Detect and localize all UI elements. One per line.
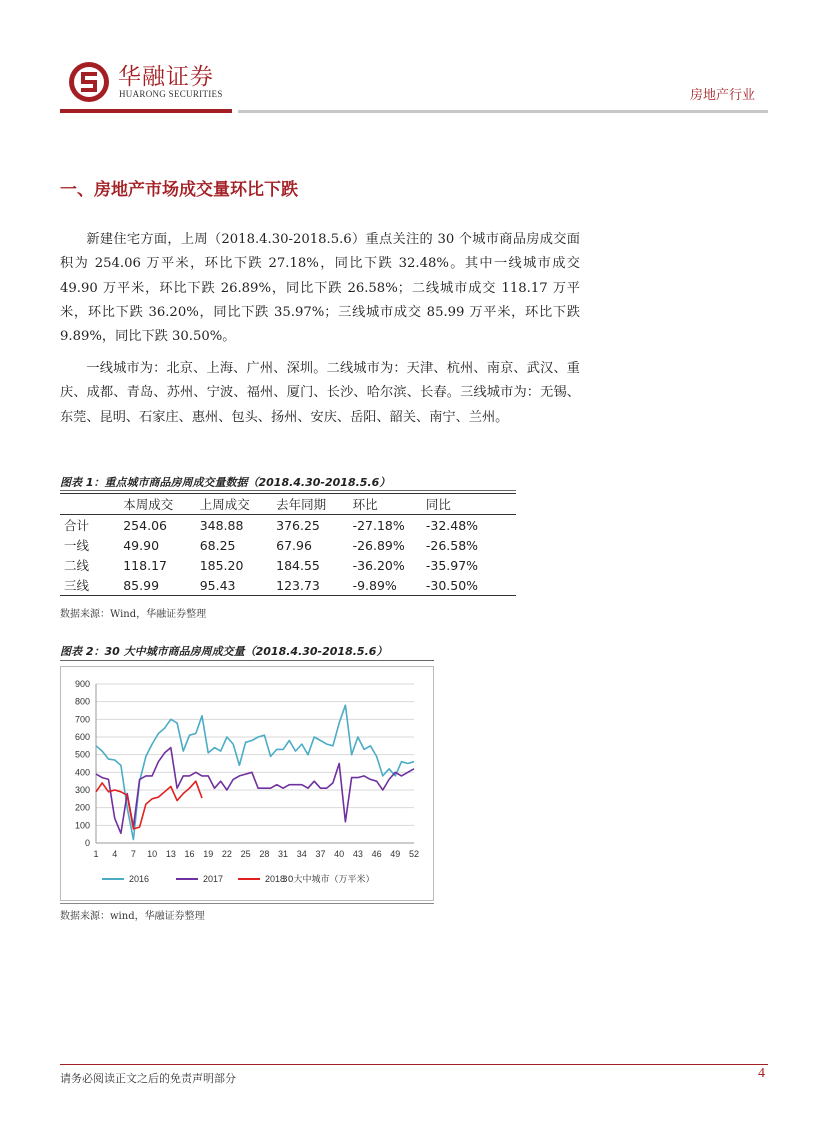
- table-cell: 95.43: [199, 577, 236, 593]
- paragraph-new-housing: [60, 228, 580, 349]
- x-tick-label: 25: [240, 849, 251, 859]
- figure2-bottom-rule: [60, 903, 434, 904]
- y-tick-label: 400: [74, 767, 90, 778]
- table-row: [60, 515, 516, 536]
- figure2-title: 图表 2：30 大中城市商品房周成交量（2018.4.30-2018.5.6）: [60, 645, 388, 658]
- table-cell: -9.89%: [352, 577, 397, 593]
- x-tick-label: 52: [408, 849, 420, 859]
- x-tick-label: 40: [334, 849, 345, 859]
- x-tick-label: 43: [352, 849, 363, 859]
- x-tick-label: 49: [390, 849, 401, 859]
- paragraph-text: 一线城市为：北京、上海、广州、深圳。二线城市为：天津、杭州、南京、武汉、重庆、成都、青岛、苏州、宁波、福州、厦门、长沙、哈尔滨、长春。三线城市为：无锡、东莞、昆明、石家庄、惠州、包头、扬州、安庆、岳阳、韶关、南宁、兰州。: [60, 361, 580, 425]
- table-header-cell: 上周成交: [199, 497, 250, 512]
- table1-title-rule: [60, 490, 516, 491]
- table-header-row: [60, 494, 516, 515]
- huarong-logo-icon: [68, 61, 110, 103]
- weekly-volume-line-chart: [60, 666, 434, 902]
- table-cell: 348.88: [199, 517, 244, 533]
- table-row: [60, 555, 516, 575]
- legend-note: 30大中城市（万平米）: [282, 875, 375, 885]
- table-cell: 二线: [64, 558, 90, 573]
- table-cell: -30.50%: [425, 577, 479, 593]
- table-row: [60, 535, 516, 555]
- x-tick-label: 22: [221, 849, 232, 859]
- paragraph-text: 新建住宅方面，上周（2018.4.30-2018.5.6）重点关注的 30 个城市商品房成交面积为 254.06 万平米，环比下跌 27.18%，同比下跌 32.48%。其中一线城市成交 49.90 万平米，环比下跌 26.89%，同比下跌 26.58%；二线城市成交 118.17 万平米，环比下跌 36.20%，同比下跌 35.97%；三线城市成交 85.99 万平米，环比下跌 9.89%，同比下跌 30.50%。: [60, 232, 580, 345]
- weekly-transaction-table: [60, 493, 516, 596]
- paragraph-city-tiers: [60, 357, 580, 430]
- table-cell: -32.48%: [425, 517, 479, 533]
- table-header-cell: 环比: [352, 497, 378, 512]
- x-tick-label: 4: [112, 849, 118, 859]
- y-tick-label: 0: [84, 838, 90, 848]
- table-row: [60, 575, 516, 596]
- x-tick-label: 10: [147, 849, 158, 859]
- table-header-cell: 去年同期: [276, 497, 327, 512]
- table-cell: 184.55: [276, 557, 320, 573]
- report-category: 房地产行业: [690, 88, 756, 103]
- table-cell: 67.96: [276, 537, 312, 553]
- x-tick-label: 16: [184, 849, 195, 859]
- table-cell: -27.18%: [352, 517, 405, 533]
- table-header-cell: 本周成交: [123, 497, 174, 512]
- table-cell: 254.06: [123, 517, 167, 533]
- table-cell: 合计: [64, 518, 90, 533]
- table-cell: -26.89%: [352, 537, 405, 553]
- table-cell: 85.99: [123, 577, 160, 593]
- table1-source: 数据来源：Wind，华融证券整理: [60, 609, 207, 620]
- x-tick-label: 19: [203, 849, 214, 859]
- footer-disclaimer: 请务必阅读正文之后的免责声明部分: [60, 1072, 236, 1085]
- table-header-cell: 同比: [425, 497, 451, 512]
- table-body: [60, 515, 516, 596]
- footer-rule: [60, 1064, 768, 1065]
- y-tick-label: 500: [74, 749, 90, 760]
- table-cell: 49.90: [123, 537, 160, 553]
- x-tick-label: 46: [371, 849, 382, 859]
- y-tick-label: 200: [74, 802, 90, 813]
- x-tick-label: 7: [130, 849, 136, 859]
- table-cell: -35.97%: [425, 557, 479, 573]
- table-header-cell: [60, 494, 119, 515]
- table-cell: 68.25: [199, 537, 236, 553]
- table1-title: 图表 1：重点城市商品房周成交量数据（2018.4.30-2018.5.6）: [60, 476, 391, 489]
- y-tick-label: 800: [74, 696, 90, 707]
- y-tick-label: 900: [74, 679, 90, 689]
- legend-label: 2017: [203, 874, 224, 884]
- x-tick-label: 1: [93, 849, 99, 859]
- table-cell: -36.20%: [352, 557, 405, 573]
- table-cell: 123.73: [276, 577, 320, 593]
- y-tick-label: 300: [74, 785, 90, 795]
- table-cell: 376.25: [276, 517, 320, 533]
- x-tick-label: 28: [259, 849, 270, 859]
- figure2-title-rule: [60, 660, 434, 661]
- figure2-source: 数据来源：wind，华融证券整理: [60, 911, 205, 922]
- table-cell: 三线: [64, 578, 90, 593]
- table-cell: 118.17: [123, 557, 167, 573]
- table-cell: 一线: [64, 538, 90, 553]
- table-cell: 185.20: [199, 557, 244, 573]
- legend-label: 2016: [129, 874, 150, 884]
- page-number: 4: [758, 1066, 765, 1081]
- x-tick-label: 31: [278, 849, 289, 859]
- y-tick-label: 100: [74, 820, 90, 831]
- x-tick-label: 13: [165, 849, 176, 859]
- table-cell: -26.58%: [425, 537, 479, 553]
- y-tick-label: 700: [74, 714, 90, 725]
- brand-name-cn: 华融证券: [118, 64, 214, 90]
- header-rule-red: [60, 109, 232, 113]
- section-title: 一、房地产市场成交量环比下跌: [60, 180, 298, 200]
- y-tick-label: 600: [74, 732, 90, 742]
- header-rule-gray: [238, 110, 768, 113]
- x-tick-label: 34: [296, 849, 307, 859]
- brand-name-en: HUARONG SECURITIES: [119, 89, 223, 99]
- x-tick-label: 37: [315, 849, 326, 859]
- legend-label: 2018: [265, 874, 286, 884]
